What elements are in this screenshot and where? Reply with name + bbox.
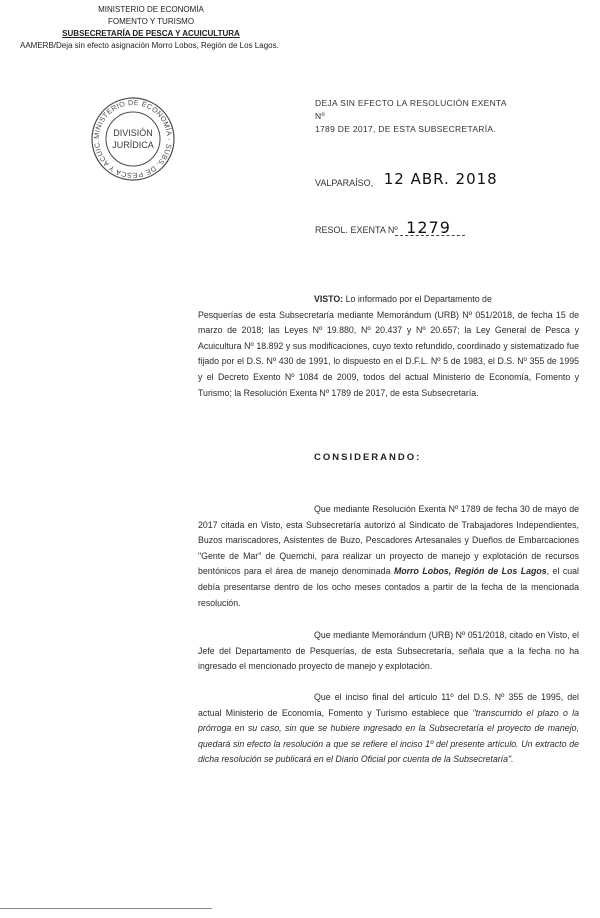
p2-text: Que mediante Memorándum (URB) Nº 051/2018, citado en Visto, el Jefe del Departamento de Pesquerías, de esta Subsecretaría, señala que a la fecha no ha ingresado el mencionado proyecto de manejo y explotación. (198, 630, 579, 672)
resolution-label: RESOL. EXENTA Nº (315, 225, 398, 235)
reference-line: AAMERB/Deja sin efecto asignación Morro Lobos, Región de Los Lagos. (20, 41, 279, 50)
ministry-name-2: FOMENTO Y TURISMO (107, 17, 195, 26)
resolution-number: 1279 (406, 218, 451, 237)
considerando-paragraph-1 (198, 502, 579, 611)
svg-text:MINISTERIO DE ECONOMÍA · SUBS. (90, 96, 174, 180)
p3-text-a: Que el inciso final del artículo 11º del D.S. Nº 355 de 1995, del actual Ministerio de Economía, Fomento y Turismo establece que (198, 692, 579, 718)
subject-line-1: DEJA SIN EFECTO LA RESOLUCIÓN EXENTA Nº (315, 98, 507, 121)
ministry-name: MINISTERIO DE ECONOMÍA (98, 5, 204, 14)
resolution-date (315, 170, 535, 188)
p3-quote: "transcurrido el plazo o la prórroga en su caso, sin que se hubiere ingresado en la Subsecretaría el proyecto de manejo, quedará sin efecto la resolución a que se refiere el inciso 1º del presente artículo. Un extracto de dicha resolución se publicará en el Diario Oficial por cuenta de la Subsecretaría". (198, 707, 579, 765)
subject-line-2: 1789 DE 2017, DE ESTA SUBSECRETARÍA. (315, 124, 497, 134)
resolution-subject (315, 97, 515, 136)
considerando-heading: CONSIDERANDO: (314, 452, 422, 463)
letterhead (20, 4, 282, 52)
division-juridica-stamp (90, 96, 176, 182)
stamp-ring-text: MINISTERIO DE ECONOMÍA · SUBS. DE PESCA Y ACUIC. (91, 97, 175, 181)
resolution-number-line (315, 218, 555, 237)
date-stamp-value: 12 ABR. 2018 (383, 170, 498, 188)
p1-text-a: Que mediante Resolución Exenta Nº 1789 de fecha 30 de mayo de 2017 citada en Visto, esta Subsecretaría autorizó al Sindicato de Trabajadores Independientes, Buzos mariscadores, Asistentes de Buzo, Pescadores Artesanales y Dueños de Embarcaciones "Gente de Mar" de Quemchi, para realizar un proyecto de manejo y explotación de recursos bentónicos para el área de manejo denominada (198, 504, 579, 577)
visto-label: VISTO: (314, 294, 344, 304)
visto-text-b: Pesquerías de esta Subsecretaría mediante Memorándum (URB) Nº 051/2018, de fecha 15 de marzo de 2018; las Leyes Nº 19.880, Nº 20.437 y Nº 20.657; la Ley General de Pesca y Acuicultura Nº 18.892 y sus modificaciones, cuyo texto refundido, coordinado y sistematizado fue fijado por el D.S. Nº 430 de 1991, lo dispuesto en el D.F.L. Nº 5 de 1983, el D.S. Nº 355 de 1995 y el Decreto Exento Nº 1084 de 2009, todos del actual Ministerio de Economía, Fomento y Turismo; la Resolución Exenta Nº 1789 de 2017, de esta Subsecretaría. (198, 309, 579, 398)
footer-rule (0, 908, 212, 909)
visto-paragraph (198, 292, 579, 401)
stamp-center-line1: DIVISIÓN (113, 128, 153, 138)
p1-area-name: Morro Lobos, Región de Los Lagos (393, 566, 547, 577)
considerando-paragraph-2 (198, 628, 579, 675)
considerando-paragraph-3 (198, 690, 579, 768)
date-label: VALPARAÍSO, (315, 178, 374, 188)
number-underline (395, 235, 465, 236)
p1-text-b: , el cual debía presentarse dentro de los ocho meses contados a partir de la fecha de la mencionada resolución. (198, 566, 579, 608)
subsecretaria-name: SUBSECRETARÍA DE PESCA Y ACUICULTURA (62, 29, 240, 38)
stamp-center-line2: JURÍDICA (112, 140, 154, 150)
visto-text-a: Lo informado por el Departamento de (345, 294, 492, 304)
